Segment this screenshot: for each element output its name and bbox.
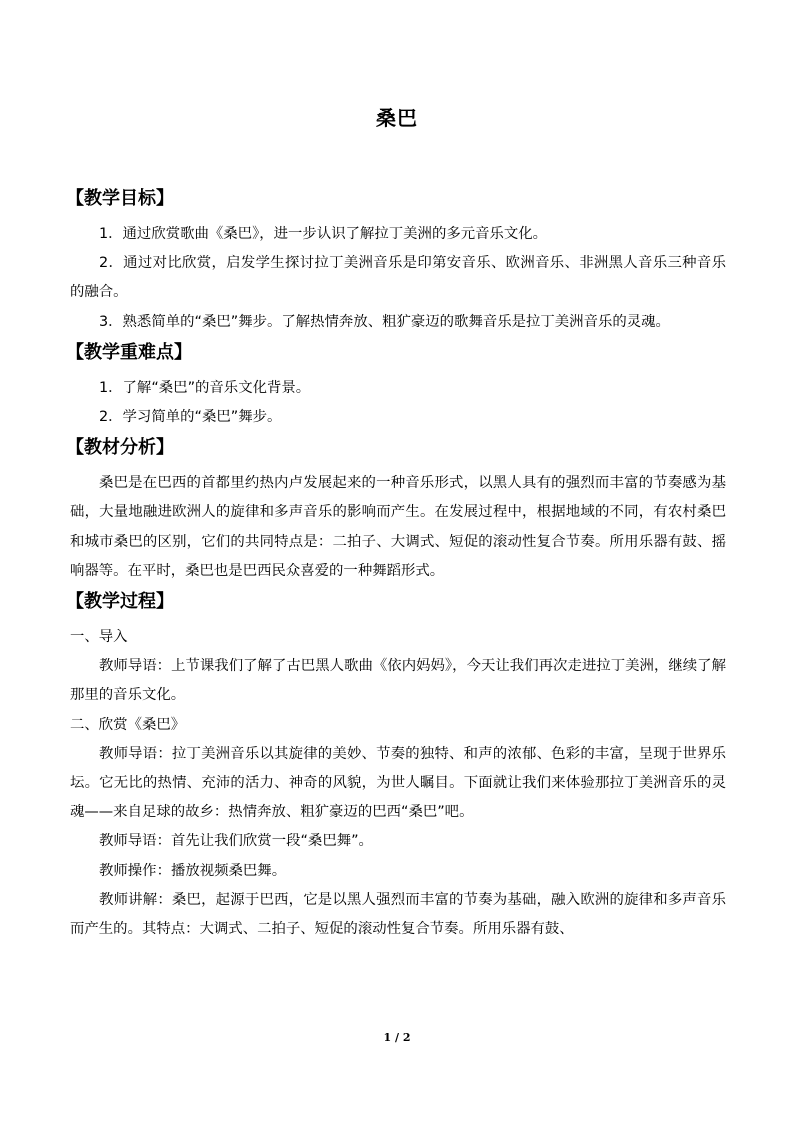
key-point-item: 2．学习简单的“桑巴”舞步。: [99, 409, 282, 426]
process-paragraph: 教师导语：首先让我们欣赏一段“桑巴舞”。: [99, 833, 373, 850]
process-part-title: 一、导入: [70, 629, 128, 646]
goal-item: 2．通过对比欣赏，启发学生探讨拉丁美洲音乐是印第安音乐、欧洲音乐、非洲黑人音乐三种音乐的融合。: [70, 255, 726, 301]
process-paragraph: 教师导语：拉丁美洲音乐以其旋律的美妙、节奏的独特、和声的浓郁、色彩的丰富，呈现于世界乐坛。它无比的热情、充沛的活力、神奇的风貌，为世人瞩目。下面就让我们来体验那拉丁美洲音乐的灵魂——来自足球的故乡：热情奔放、粗犷豪迈的巴西“桑巴”吧。: [70, 745, 726, 821]
process-paragraph: 教师讲解：桑巴，起源于巴西，它是以黑人强烈而丰富的节奏为基础，融入欧洲的旋律和多声音乐而产生的。其特点：大调式、二拍子、短促的滚动性复合节奏。所用乐器有鼓、: [70, 891, 726, 938]
section-heading-goals: 【教学目标】: [66, 188, 174, 209]
page-number: 1 / 2: [383, 1031, 411, 1044]
process-paragraph: 教师导语：上节课我们了解了古巴黑人歌曲《依内妈妈》，今天让我们再次走进拉丁美洲，继续了解那里的音乐文化。: [70, 658, 726, 704]
document-body: [66, 184, 726, 944]
section-heading-process: 【教学过程】: [66, 591, 174, 613]
goal-item: 1．通过欣赏歌曲《桑巴》，进一步认识了解拉丁美洲的多元音乐文化。: [99, 226, 548, 242]
process-part-title: 二、欣赏《桑巴》: [70, 716, 186, 733]
section-heading-key-points: 【教学重难点】: [66, 341, 192, 363]
goal-item: 3．熟悉简单的“桑巴”舞步。了解热情奔放、粗犷豪迈的歌舞音乐是拉丁美洲音乐的灵魂。: [99, 313, 670, 330]
key-point-item: 1．了解“桑巴”的音乐文化背景。: [99, 379, 311, 396]
process-paragraph: 教师操作：播放视频桑巴舞。: [99, 862, 287, 879]
analysis-paragraph: 桑巴是在巴西的首都里约热内卢发展起来的一种音乐形式，以黑人具有的强烈而丰富的节奏感为基础，大量地融进欧洲人的旋律和多声音乐的影响而产生。在发展过程中，根据地域的不同，有农村桑巴和城市桑巴的区别，它们的共同特点是：二拍子、大调式、短促的滚动性复合节奏。所用乐器有鼓、摇响器等。在平时，桑巴也是巴西民众喜爱的一种舞蹈形式。: [70, 475, 726, 579]
section-heading-analysis: 【教材分析】: [66, 437, 174, 459]
document-title: 桑巴: [376, 106, 418, 130]
